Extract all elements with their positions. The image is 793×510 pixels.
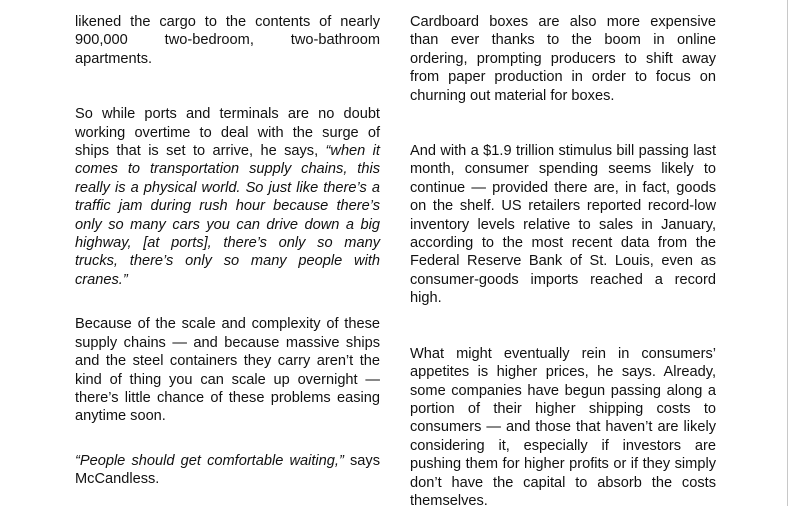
paragraph-supply-chains: Because of the scale and complexity of these supply chains — and because massive ships and the steel containers they carry aren’t the kind of thing you can scale up overnight — there’s little chance of these problems easing anytime soon. (75, 316, 380, 425)
mccandless-attribution-text: says McCandless. (75, 452, 380, 488)
paragraph-ports (75, 105, 380, 289)
page-edge (787, 0, 788, 506)
ports-intro-text: So while ports and terminals are no doubt working overtime to deal with the surge of ships that is set to arrive, he says, (75, 106, 380, 160)
paragraph-cargo: likened the cargo to the contents of nearly 900,000 two-bedroom, two-bathroom apartments. (75, 14, 380, 67)
mccandless-quote-text: “People should get comfortable waiting,” (75, 452, 344, 469)
paragraph-mccandless (75, 452, 380, 489)
left-column (75, 13, 380, 489)
paragraph-stimulus: And with a $1.9 trillion stimulus bill passing last month, consumer spending seems likely to continue — provided there are, in fact, goods on the shelf. US retailers reported record-low inventory levels relative to sales in January, according to the most recent data from the Federal Reserve Bank of St. Louis, even as consumer-goods imports reached a record high. (410, 143, 716, 307)
ports-quote-text: “when it comes to transportation supply chains, this really is a physical world. So just like there’s a traffic jam during rush hour because there’s only so many cars you can drive down a big highway, [at ports], there’s only so many trucks, there’s only so many people with cranes.” (75, 143, 380, 288)
paragraph-cardboard: Cardboard boxes are also more expensive than ever thanks to the boom in online ordering, prompting producers to shift away from paper production in order to focus on churning out material for boxes. (410, 14, 716, 104)
right-column (410, 13, 716, 510)
paragraph-prices: What might eventually rein in consumers’ appetites is higher prices, he says. Already, some companies have begun passing along a portion of their higher shipping costs to consumers — and those that haven’t are likely considering it, especially if investors are pushing them for higher profits or if they simply don’t have the capital to absorb the costs themselves. (410, 345, 716, 509)
